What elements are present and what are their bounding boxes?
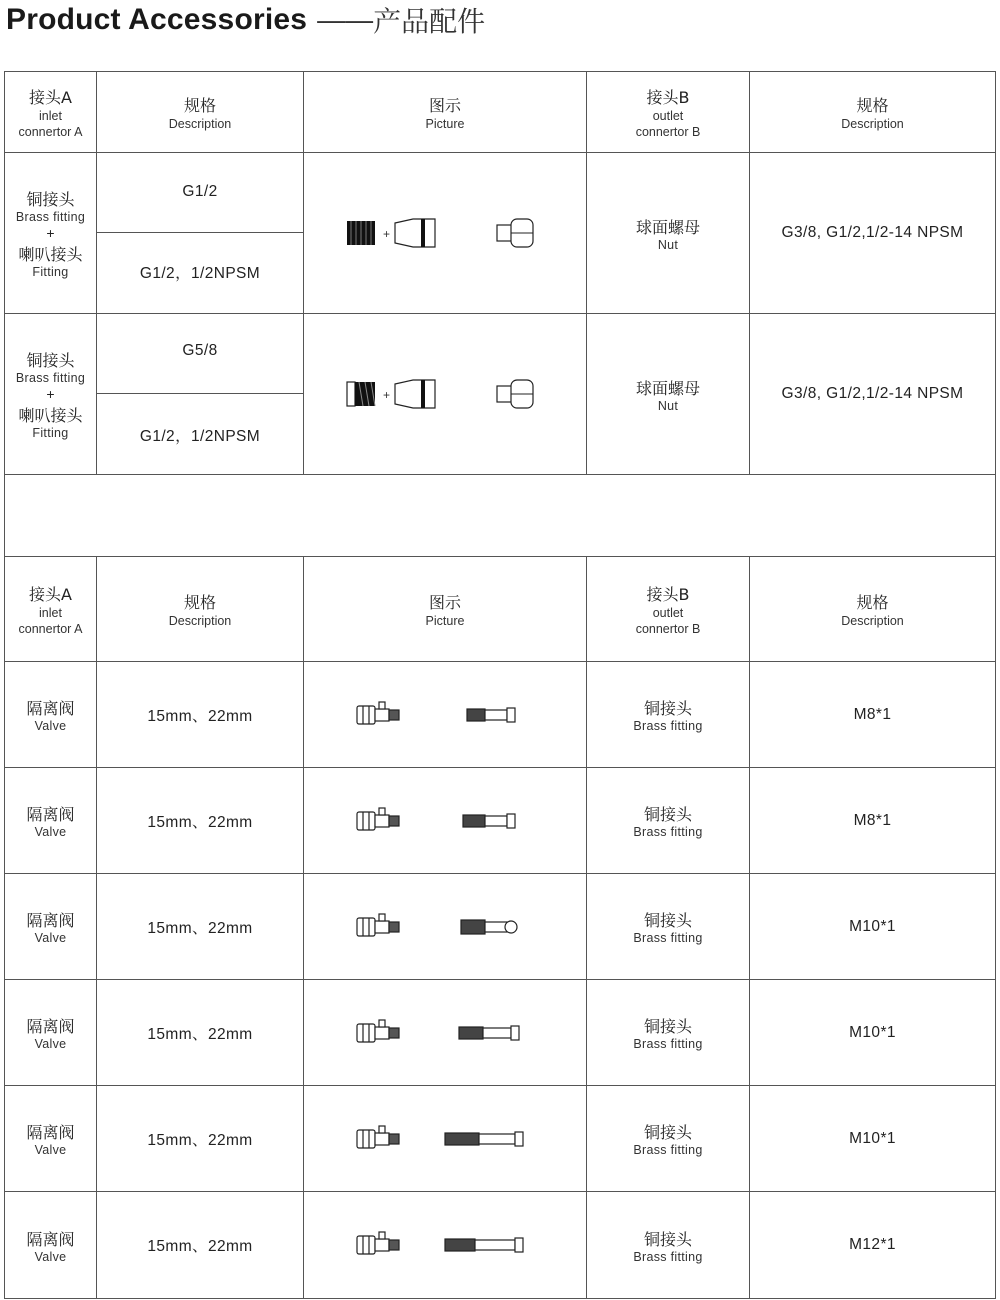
table-header-row xyxy=(5,72,996,153)
outlet-cn: 球面螺母 xyxy=(635,378,700,398)
outlet-connector-cell xyxy=(587,980,750,1086)
fitting-nut-illustration xyxy=(345,213,545,253)
outlet-connector-cell xyxy=(587,314,750,475)
header-picture-en: Picture xyxy=(425,116,465,131)
inlet-cn: 隔离阀 xyxy=(26,1123,75,1142)
header-outlet-cn: 接头B xyxy=(646,584,690,604)
inlet-connector-cell xyxy=(5,153,97,314)
picture-cell xyxy=(304,1192,587,1299)
header-description-en: Description xyxy=(168,116,232,131)
picture-cell xyxy=(304,1086,587,1192)
header-inlet-en1: inlet xyxy=(39,108,62,123)
flare-fitting-icon xyxy=(395,219,435,247)
valve-icon xyxy=(357,702,399,724)
valve-fitting-illustration xyxy=(355,912,535,942)
valve-icon xyxy=(357,1126,399,1148)
spec-cell xyxy=(750,314,996,475)
svg-text:+: + xyxy=(383,388,391,402)
brass-fitting-icon xyxy=(467,708,515,722)
outlet-cn: 球面螺母 xyxy=(635,217,700,237)
header-inlet-cn: 接头A xyxy=(29,87,72,107)
inlet-en: Brass fitting xyxy=(15,371,86,385)
outlet-en: Brass fitting xyxy=(633,825,703,839)
header-outlet-connector xyxy=(587,557,750,662)
outlet-en: Brass fitting xyxy=(633,931,703,945)
inlet-cn: 隔离阀 xyxy=(26,911,75,930)
picture-cell xyxy=(304,314,587,475)
spec-value: G3/8, G1/2,1/2-14 NPSM xyxy=(781,385,964,402)
page-title-cn: 产品配件 xyxy=(373,5,486,38)
outlet-connector-cell xyxy=(587,1192,750,1299)
inlet-connector-cell xyxy=(5,874,97,980)
spec-value: M8*1 xyxy=(853,811,892,829)
description-value: 15mm、22mm xyxy=(147,1025,253,1043)
inlet-en: Valve xyxy=(34,931,67,945)
description-top: G5/8 xyxy=(182,342,218,359)
header-inlet-en1: inlet xyxy=(39,605,62,620)
header-picture xyxy=(304,72,587,153)
page-title-en: Product Accessories xyxy=(6,3,308,36)
header-description-en: Description xyxy=(168,613,232,628)
table-row xyxy=(5,874,996,980)
inlet-en: Brass fitting xyxy=(15,210,86,224)
outlet-connector-cell xyxy=(587,662,750,768)
header-description xyxy=(97,557,304,662)
plus-sign: + xyxy=(46,386,55,402)
header-inlet-cn: 接头A xyxy=(29,584,72,604)
inlet-en: Valve xyxy=(34,825,67,839)
inlet-cn: 隔离阀 xyxy=(26,699,75,718)
outlet-connector-cell xyxy=(587,153,750,314)
brass-fitting-icon xyxy=(445,1132,523,1146)
header-inlet-connector xyxy=(5,557,97,662)
header-description-b-cn: 规格 xyxy=(856,592,889,612)
header-picture-cn: 图示 xyxy=(428,592,461,612)
header-inlet-connector xyxy=(5,72,97,153)
table-row xyxy=(5,768,996,874)
brass-fitting-icon xyxy=(463,814,515,828)
spec-cell xyxy=(750,1086,996,1192)
spec-value: M8*1 xyxy=(853,705,892,723)
valve-icon xyxy=(357,808,399,830)
outlet-cn: 铜接头 xyxy=(643,1229,692,1249)
brass-fitting-icon xyxy=(445,1238,523,1252)
plus-sign: + xyxy=(46,225,55,241)
valve-fitting-illustration xyxy=(355,700,535,730)
header-outlet-en1: outlet xyxy=(652,605,684,620)
table-row xyxy=(5,662,996,768)
outlet-en: Brass fitting xyxy=(633,719,703,733)
nut-icon xyxy=(497,380,533,408)
valve-fitting-illustration xyxy=(355,1018,535,1048)
header-inlet-en2: connertor A xyxy=(18,124,83,139)
spec-cell xyxy=(750,768,996,874)
spec-value: M10*1 xyxy=(849,917,896,935)
header-outlet-connector xyxy=(587,72,750,153)
spacer-row xyxy=(5,475,996,557)
description-cell xyxy=(97,233,304,314)
table-row xyxy=(5,153,996,233)
spacer-cell xyxy=(5,475,996,557)
inlet-cn: 隔离阀 xyxy=(26,805,75,824)
outlet-en: Nut xyxy=(657,237,679,252)
nut-icon xyxy=(497,219,533,247)
header-description-b xyxy=(750,557,996,662)
description-cell xyxy=(97,662,304,768)
page-title-dash: —— xyxy=(317,4,374,35)
inlet-en: Valve xyxy=(34,1249,67,1264)
spec-cell xyxy=(750,980,996,1086)
header-description-b-en: Description xyxy=(841,613,904,628)
svg-text:+: + xyxy=(383,227,391,241)
table-row xyxy=(5,314,996,394)
inlet-cn: 隔离阀 xyxy=(26,1017,75,1036)
inlet-cn-2: 喇叭接头 xyxy=(18,406,83,425)
header-outlet-en2: connertor B xyxy=(635,621,701,636)
valve-icon xyxy=(357,1020,399,1042)
outlet-en: Brass fitting xyxy=(633,1037,703,1051)
header-description xyxy=(97,72,304,153)
table-row xyxy=(5,1086,996,1192)
spec-value: M12*1 xyxy=(849,1236,896,1253)
outlet-en: Brass fitting xyxy=(633,1249,703,1264)
picture-cell xyxy=(304,980,587,1086)
inlet-en-2: Fitting xyxy=(32,265,69,279)
valve-icon xyxy=(357,1232,399,1254)
description-value: 15mm、22mm xyxy=(147,1131,253,1149)
inlet-cn: 隔离阀 xyxy=(26,1229,75,1249)
valve-fitting-illustration xyxy=(355,806,535,836)
spec-cell xyxy=(750,153,996,314)
description-cell xyxy=(97,768,304,874)
spec-cell xyxy=(750,662,996,768)
outlet-cn: 铜接头 xyxy=(643,699,692,718)
description-cell xyxy=(97,314,304,394)
description-cell xyxy=(97,394,304,475)
valve-fitting-illustration xyxy=(355,1124,535,1154)
inlet-connector-cell xyxy=(5,314,97,475)
spec-value: M10*1 xyxy=(849,1023,896,1041)
spec-cell xyxy=(750,874,996,980)
valve-icon xyxy=(357,914,399,936)
description-value: 15mm、22mm xyxy=(147,1238,253,1255)
header-picture-en: Picture xyxy=(425,613,465,628)
description-cell xyxy=(97,1192,304,1299)
outlet-cn: 铜接头 xyxy=(643,911,692,930)
spec-value: M10*1 xyxy=(849,1129,896,1147)
table-header-row xyxy=(5,557,996,662)
inlet-connector-cell xyxy=(5,1086,97,1192)
description-cell xyxy=(97,153,304,233)
header-description-cn: 规格 xyxy=(183,592,216,612)
description-value: 15mm、22mm xyxy=(147,707,253,725)
page-title xyxy=(6,0,485,40)
header-inlet-en2: connertor A xyxy=(18,621,83,636)
picture-cell xyxy=(304,768,587,874)
inlet-en: Valve xyxy=(34,719,67,733)
outlet-en: Nut xyxy=(657,398,679,413)
header-description-cn: 规格 xyxy=(183,95,216,115)
header-description-b-cn: 规格 xyxy=(856,95,889,115)
header-description-b-en: Description xyxy=(841,116,904,131)
outlet-cn: 铜接头 xyxy=(643,1123,692,1142)
inlet-connector-cell xyxy=(5,980,97,1086)
brass-fitting-icon xyxy=(459,1026,519,1040)
inlet-connector-cell xyxy=(5,1192,97,1299)
picture-cell xyxy=(304,874,587,980)
table-row xyxy=(5,980,996,1086)
description-cell xyxy=(97,980,304,1086)
header-outlet-cn: 接头B xyxy=(646,87,690,107)
threaded-fitting-icon xyxy=(347,382,375,406)
flare-fitting-icon xyxy=(395,380,435,408)
inlet-cn-2: 喇叭接头 xyxy=(18,245,83,264)
spec-value: G3/8, G1/2,1/2-14 NPSM xyxy=(781,224,964,241)
description-top: G1/2 xyxy=(182,183,218,200)
header-outlet-en2: connertor B xyxy=(635,124,701,139)
inlet-connector-cell xyxy=(5,768,97,874)
outlet-connector-cell xyxy=(587,768,750,874)
table-row xyxy=(5,1192,996,1299)
header-picture xyxy=(304,557,587,662)
inlet-en: Valve xyxy=(34,1143,67,1157)
spec-cell xyxy=(750,1192,996,1299)
outlet-connector-cell xyxy=(587,1086,750,1192)
outlet-connector-cell xyxy=(587,874,750,980)
brass-fitting-icon xyxy=(461,920,517,934)
outlet-en: Brass fitting xyxy=(633,1143,703,1157)
outlet-cn: 铜接头 xyxy=(643,1017,692,1036)
threaded-fitting-icon xyxy=(347,221,375,245)
header-outlet-en1: outlet xyxy=(652,108,684,123)
description-value: 15mm、22mm xyxy=(147,919,253,937)
inlet-connector-cell xyxy=(5,662,97,768)
accessories-table xyxy=(4,71,996,1299)
picture-cell xyxy=(304,662,587,768)
inlet-cn: 铜接头 xyxy=(26,190,75,209)
inlet-cn: 铜接头 xyxy=(26,351,75,370)
description-value: 15mm、22mm xyxy=(147,813,253,831)
header-description-b xyxy=(750,72,996,153)
outlet-cn: 铜接头 xyxy=(643,805,692,824)
header-picture-cn: 图示 xyxy=(428,95,461,115)
picture-cell xyxy=(304,153,587,314)
inlet-en-2: Fitting xyxy=(32,426,69,440)
fitting-nut-illustration xyxy=(345,374,545,414)
valve-fitting-illustration xyxy=(355,1230,535,1260)
description-bottom: G1/2，1/2NPSM xyxy=(139,428,261,445)
description-cell xyxy=(97,874,304,980)
inlet-en: Valve xyxy=(34,1037,67,1051)
description-bottom: G1/2，1/2NPSM xyxy=(139,265,261,282)
description-cell xyxy=(97,1086,304,1192)
